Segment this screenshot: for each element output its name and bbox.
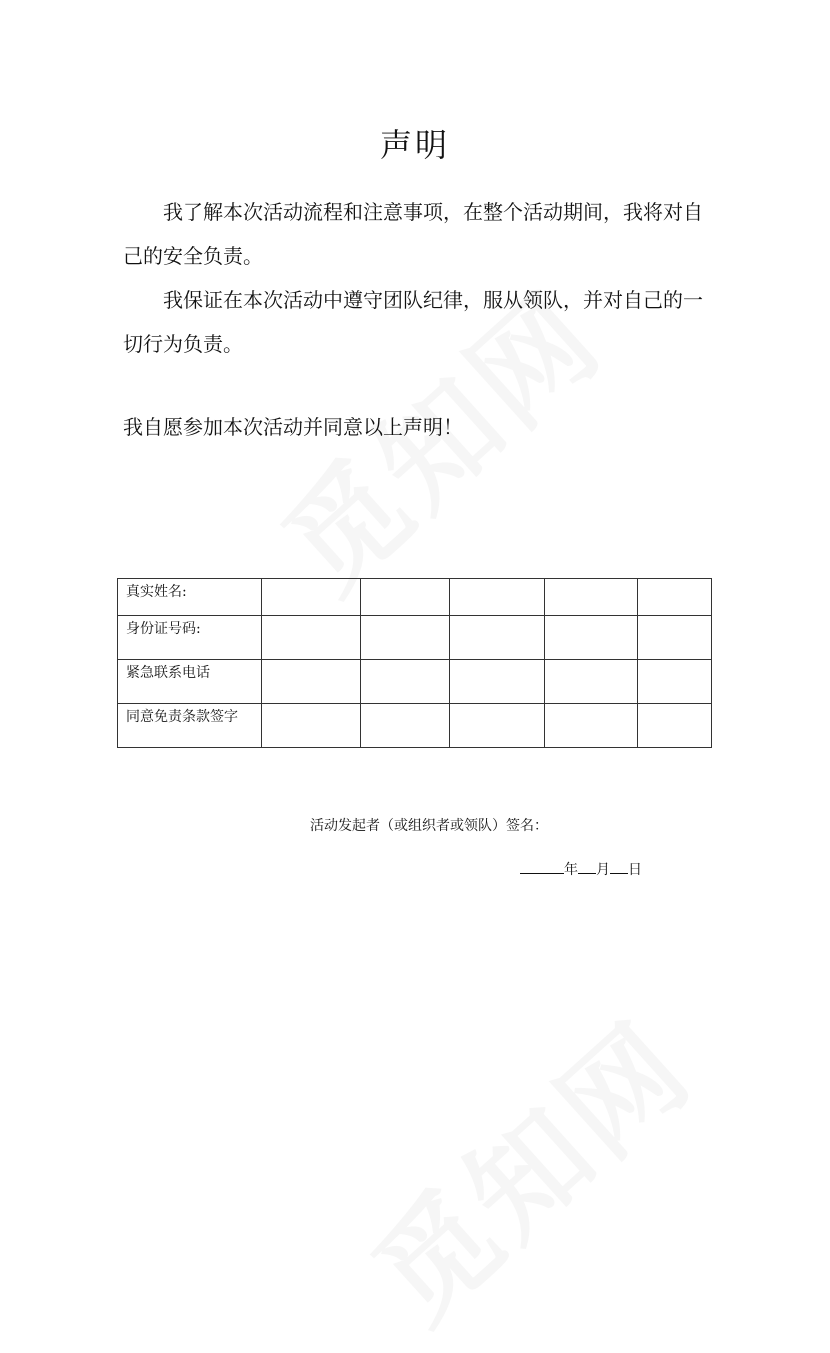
waiver-signature-field-1[interactable] [262, 704, 361, 748]
real-name-field-3[interactable] [449, 579, 544, 616]
table-row-real-name [118, 579, 712, 616]
real-name-field-1[interactable] [262, 579, 361, 616]
id-number-field-3[interactable] [449, 616, 544, 660]
month-blank[interactable] [578, 858, 596, 874]
table-row-emergency-phone [118, 660, 712, 704]
label-id-number: 身份证号码: [118, 616, 262, 660]
emergency-phone-field-3[interactable] [449, 660, 544, 704]
real-name-field-4[interactable] [544, 579, 637, 616]
signature-date [520, 858, 642, 880]
year-label: 年 [564, 862, 578, 878]
emergency-phone-field-5[interactable] [637, 660, 711, 704]
table-row-waiver-signature [118, 704, 712, 748]
waiver-signature-field-3[interactable] [449, 704, 544, 748]
consent-statement: 我自愿参加本次活动并同意以上声明！ [123, 415, 463, 439]
label-emergency-phone: 紧急联系电话 [118, 660, 262, 704]
real-name-field-5[interactable] [637, 579, 711, 616]
organizer-signature-label: 活动发起者（或组织者或领队）签名： [310, 818, 548, 834]
watermark-bottom [331, 977, 721, 1352]
paragraph-safety: 我了解本次活动流程和注意事项，在整个活动期间，我将对自己的安全负责。 [123, 200, 703, 268]
day-label: 日 [628, 862, 642, 878]
id-number-field-4[interactable] [544, 616, 637, 660]
month-label: 月 [596, 862, 610, 878]
waiver-signature-field-2[interactable] [361, 704, 449, 748]
label-waiver-signature: 同意免责条款签字 [118, 704, 262, 748]
table-row-id-number [118, 616, 712, 660]
real-name-field-2[interactable] [361, 579, 449, 616]
emergency-phone-field-2[interactable] [361, 660, 449, 704]
emergency-phone-field-1[interactable] [262, 660, 361, 704]
participant-info-table [117, 578, 712, 748]
label-real-name: 真实姓名: [118, 579, 262, 616]
id-number-field-2[interactable] [361, 616, 449, 660]
day-blank[interactable] [610, 858, 628, 874]
document-title: 声明 [379, 126, 450, 164]
year-blank[interactable] [520, 858, 564, 874]
waiver-signature-field-5[interactable] [637, 704, 711, 748]
id-number-field-5[interactable] [637, 616, 711, 660]
id-number-field-1[interactable] [262, 616, 361, 660]
emergency-phone-field-4[interactable] [544, 660, 637, 704]
paragraph-discipline: 我保证在本次活动中遵守团队纪律，服从领队，并对自己的一切行为负责。 [123, 288, 703, 356]
waiver-signature-field-4[interactable] [544, 704, 637, 748]
